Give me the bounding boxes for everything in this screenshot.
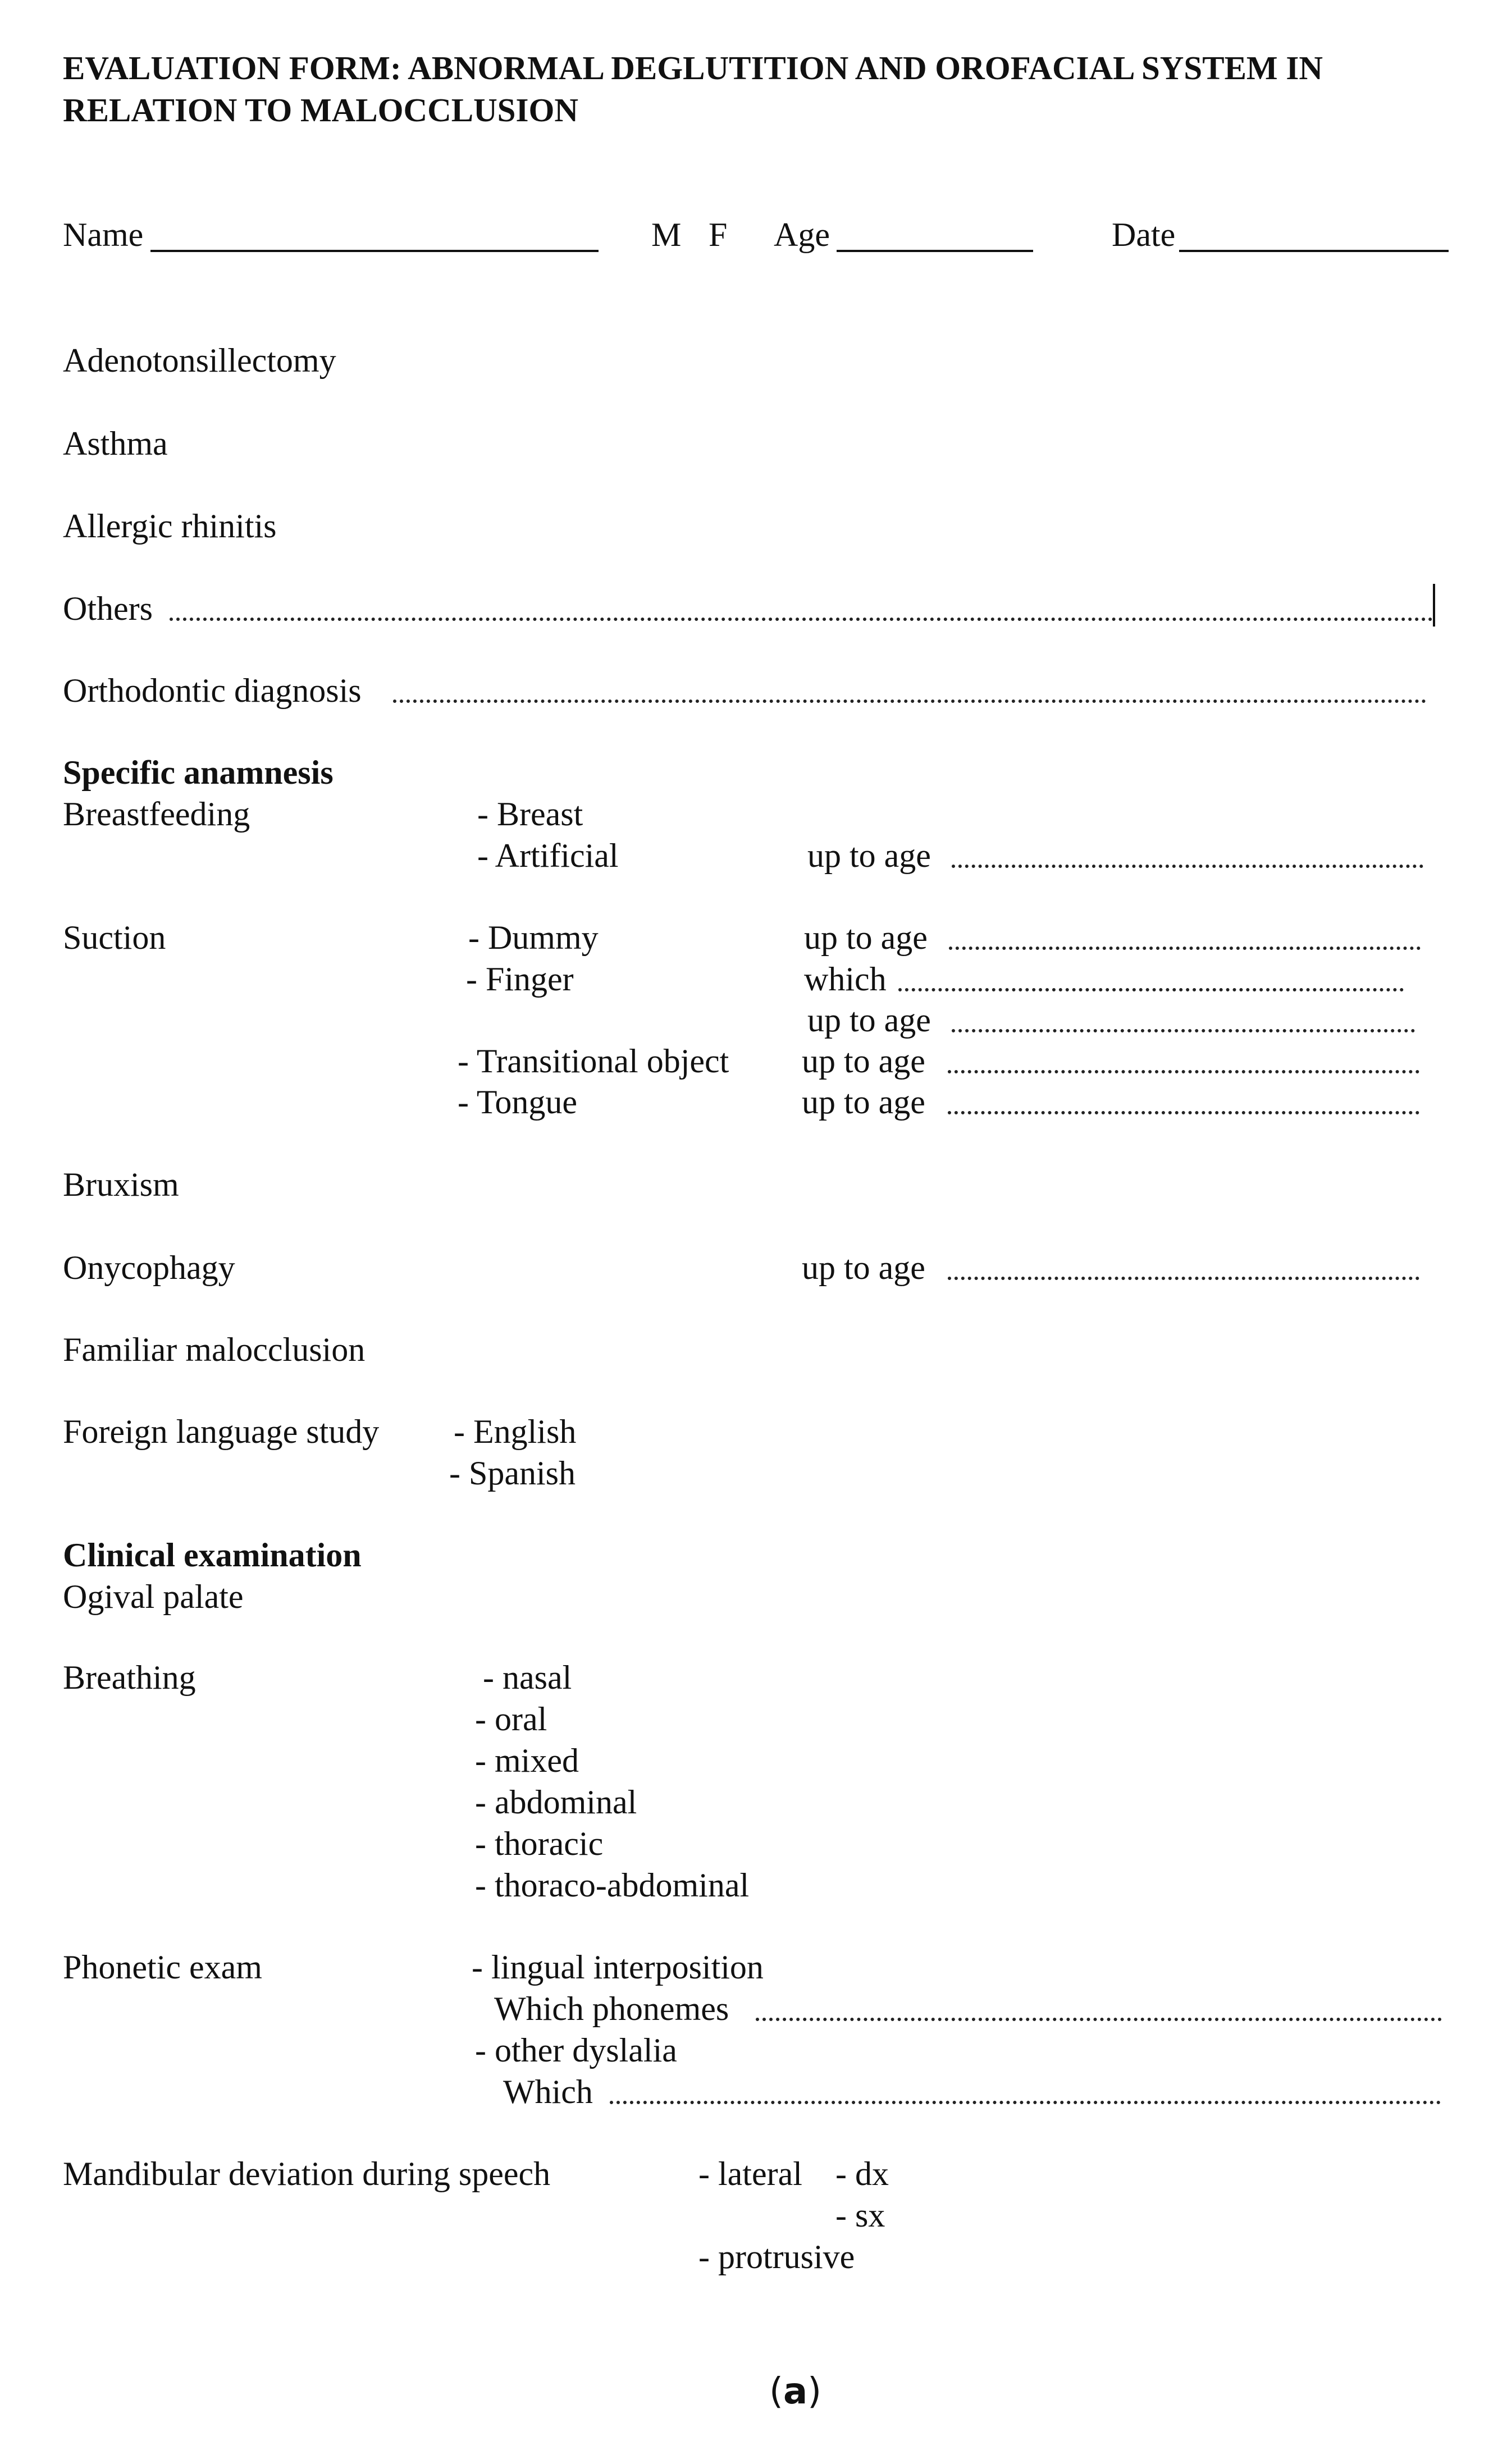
- caption-open-paren: (: [769, 2371, 783, 2412]
- suction-option-finger[interactable]: - Finger: [466, 961, 574, 998]
- date-label: Date: [1112, 216, 1176, 253]
- tongue-up-to-age-dots[interactable]: [948, 1111, 1419, 1114]
- finger-which-label: which: [804, 961, 887, 998]
- finger-which-dots[interactable]: [898, 988, 1404, 991]
- breastfeeding-option-artificial[interactable]: - Artificial: [477, 837, 619, 874]
- phonetic-option-lingual-interposition[interactable]: - lingual interposition: [472, 1949, 764, 1986]
- finger-up-to-age-dots[interactable]: [952, 1029, 1415, 1032]
- foreign-language-option-spanish[interactable]: - Spanish: [449, 1455, 576, 1492]
- breathing-option-oral[interactable]: - oral: [475, 1700, 547, 1738]
- phonetic-option-other-dyslalia[interactable]: - other dyslalia: [475, 2032, 677, 2069]
- onycophagy-label: Onycophagy: [63, 1249, 235, 1286]
- orthodontic-diagnosis-label: Orthodontic diagnosis: [63, 672, 362, 709]
- suction-option-tongue[interactable]: - Tongue: [458, 1084, 577, 1121]
- mandibular-deviation-label: Mandibular deviation during speech: [63, 2155, 551, 2192]
- mandibular-option-protrusive[interactable]: - protrusive: [698, 2238, 855, 2275]
- foreign-language-option-english[interactable]: - English: [454, 1413, 577, 1450]
- suction-option-transitional-object[interactable]: - Transitional object: [458, 1043, 729, 1080]
- form-title-line-2: RELATION TO MALOCCLUSION: [63, 92, 578, 129]
- breastfeeding-label: Breastfeeding: [63, 796, 250, 833]
- sex-option-f[interactable]: F: [709, 216, 728, 253]
- suction-option-dummy[interactable]: - Dummy: [468, 919, 599, 956]
- ogival-palate-label: Ogival palate: [63, 1578, 244, 1615]
- section-heading-clinical-examination: Clinical examination: [63, 1537, 362, 1574]
- transitional-up-to-age-dots[interactable]: [948, 1070, 1419, 1073]
- breastfeeding-option-breast[interactable]: - Breast: [477, 796, 583, 833]
- foreign-language-label: Foreign language study: [63, 1413, 380, 1450]
- caption-close-paren: ): [807, 2371, 822, 2412]
- breathing-option-abdominal[interactable]: - abdominal: [475, 1784, 637, 1821]
- history-asthma: Asthma: [63, 425, 168, 462]
- mandibular-option-sx[interactable]: - sx: [835, 2197, 885, 2234]
- history-allergic-rhinitis: Allergic rhinitis: [63, 508, 277, 545]
- figure-caption: [769, 2371, 822, 2412]
- artificial-up-to-age-dots[interactable]: [952, 865, 1423, 868]
- suction-label: Suction: [63, 919, 166, 956]
- which-dyslalia-dots[interactable]: [610, 2101, 1441, 2104]
- others-field-dots[interactable]: [170, 618, 1433, 621]
- mandibular-option-lateral[interactable]: - lateral: [698, 2155, 802, 2192]
- which-phonemes-dots[interactable]: [756, 2018, 1442, 2021]
- bruxism-label: Bruxism: [63, 1166, 179, 1203]
- breathing-option-mixed[interactable]: - mixed: [475, 1742, 579, 1779]
- breathing-option-thoraco-abdominal[interactable]: - thoraco-abdominal: [475, 1867, 750, 1904]
- history-adenotonsillectomy: Adenotonsillectomy: [63, 342, 336, 379]
- onycophagy-up-to-age-label: up to age: [802, 1249, 925, 1286]
- finger-up-to-age-label: up to age: [807, 1002, 931, 1039]
- caption-letter: a: [783, 2371, 808, 2412]
- breathing-option-nasal[interactable]: - nasal: [483, 1659, 572, 1696]
- which-dyslalia-label: Which: [503, 2073, 593, 2110]
- name-label: Name: [63, 216, 144, 253]
- dummy-up-to-age-dots[interactable]: [949, 947, 1421, 950]
- which-phonemes-label: Which phonemes: [494, 1990, 729, 2027]
- text-cursor: [1433, 584, 1435, 627]
- mandibular-option-dx[interactable]: - dx: [835, 2155, 889, 2192]
- breathing-label: Breathing: [63, 1659, 196, 1696]
- date-field-line[interactable]: [1179, 250, 1449, 252]
- name-field-line[interactable]: [150, 250, 599, 252]
- artificial-up-to-age-label: up to age: [807, 837, 931, 874]
- dummy-up-to-age-label: up to age: [804, 919, 928, 956]
- form-title-line-1: EVALUATION FORM: ABNORMAL DEGLUTITION AND OROFACIAL SYSTEM IN: [63, 49, 1323, 86]
- orthodontic-diagnosis-field-dots[interactable]: [393, 700, 1426, 703]
- section-heading-specific-anamnesis: Specific anamnesis: [63, 754, 334, 791]
- transitional-up-to-age-label: up to age: [802, 1043, 925, 1080]
- sex-option-m[interactable]: M: [651, 216, 682, 253]
- age-label: Age: [774, 216, 830, 253]
- familiar-malocclusion-label: Familiar malocclusion: [63, 1331, 366, 1368]
- tongue-up-to-age-label: up to age: [802, 1084, 925, 1121]
- breathing-option-thoracic[interactable]: - thoracic: [475, 1825, 604, 1862]
- age-field-line[interactable]: [837, 250, 1033, 252]
- others-label: Others: [63, 590, 153, 627]
- phonetic-exam-label: Phonetic exam: [63, 1949, 262, 1986]
- onycophagy-up-to-age-dots[interactable]: [948, 1277, 1419, 1280]
